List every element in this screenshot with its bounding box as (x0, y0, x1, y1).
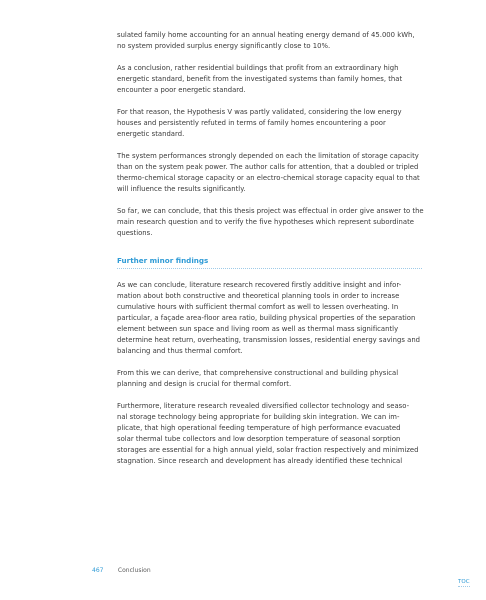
text-line: element between sun space and living room as well as thermal mass significantly (117, 325, 399, 333)
text-line: encounter a poor energetic standard. (117, 86, 246, 94)
text-line: will influence the results significantly. (117, 185, 246, 193)
paragraph-1 (117, 30, 422, 52)
text-line: cumulative hours with sufficient thermal comfort as well to lessen overheating. In (117, 303, 399, 311)
text-line: From this we can derive, that comprehensive constructional and building physical (117, 369, 399, 377)
footer-section-title: Conclusion (117, 567, 151, 574)
text-line: no system provided surplus energy significantly close to 10%. (117, 42, 331, 50)
text-line: main research question and to verify the five hypotheses which represent subordinate (117, 218, 415, 226)
paragraph-5 (117, 206, 422, 239)
text-line: than on the system peak power. The author calls for attention, that a doubled or tripled (117, 163, 419, 171)
text-line: planning and design is crucial for thermal comfort. (117, 380, 292, 388)
paragraph-6 (117, 280, 422, 357)
section-heading-block (117, 255, 422, 269)
body-text (117, 30, 422, 478)
text-line: thermo-chemical storage capacity or an electro-chemical storage capacity equal to that (117, 174, 420, 182)
text-line: sulated family home accounting for an annual heating energy demand of 45.000 kWh, (117, 31, 415, 39)
text-line: balancing and thus thermal comfort. (117, 347, 243, 355)
text-line: So far, we can conclude, that this thesis project was effectual in order give answer to the (117, 207, 424, 215)
text-line: energetic standard. (117, 130, 185, 138)
text-line: Furthermore, literature research revealed diversified collector technology and seaso- (117, 402, 410, 410)
text-line: determine heat return, overheating, transmission losses, residential energy savings and (117, 336, 421, 344)
text-line: storages are essential for a high annual yield, solar fraction respectively and minimized (117, 446, 419, 454)
page-number: 467 (92, 567, 104, 574)
text-line: As a conclusion, rather residential buildings that profit from an extraordinary high (117, 64, 399, 72)
text-line: stagnation. Since research and development has already identified these technical (117, 457, 403, 465)
text-line: particular, a façade area-floor area ratio, building physical properties of the separation (117, 314, 416, 322)
text-line: solar thermal tube collectors and low desorption temperature of seasonal sorption (117, 435, 401, 443)
text-line: houses and persistently refuted in terms of family homes encountering a poor (117, 119, 386, 127)
paragraph-7 (117, 368, 422, 390)
text-line: plicate, that high operational feeding temperature of high performance evacuated (117, 424, 401, 432)
page-footer (92, 567, 151, 575)
paragraph-4 (117, 151, 422, 195)
section-heading: Further minor findings (117, 255, 422, 269)
text-line: The system performances strongly depended on each the limitation of storage capacity (117, 152, 419, 160)
text-line: As we can conclude, literature research recovered firstly additive insight and infor- (117, 281, 402, 289)
text-line: energetic standard, benefit from the investigated systems than family homes, that (117, 75, 403, 83)
text-line: For that reason, the Hypothesis V was partly validated, considering the low energy (117, 108, 402, 116)
text-line: nal storage technology being appropriate for building skin integration. We can im- (117, 413, 400, 421)
text-line: mation about both constructive and theoretical planning tools in order to increase (117, 292, 400, 300)
paragraph-3 (117, 107, 422, 140)
toc-link[interactable]: TOC (458, 579, 470, 585)
text-line: questions. (117, 229, 153, 237)
paragraph-2 (117, 63, 422, 96)
paragraph-8 (117, 401, 422, 467)
